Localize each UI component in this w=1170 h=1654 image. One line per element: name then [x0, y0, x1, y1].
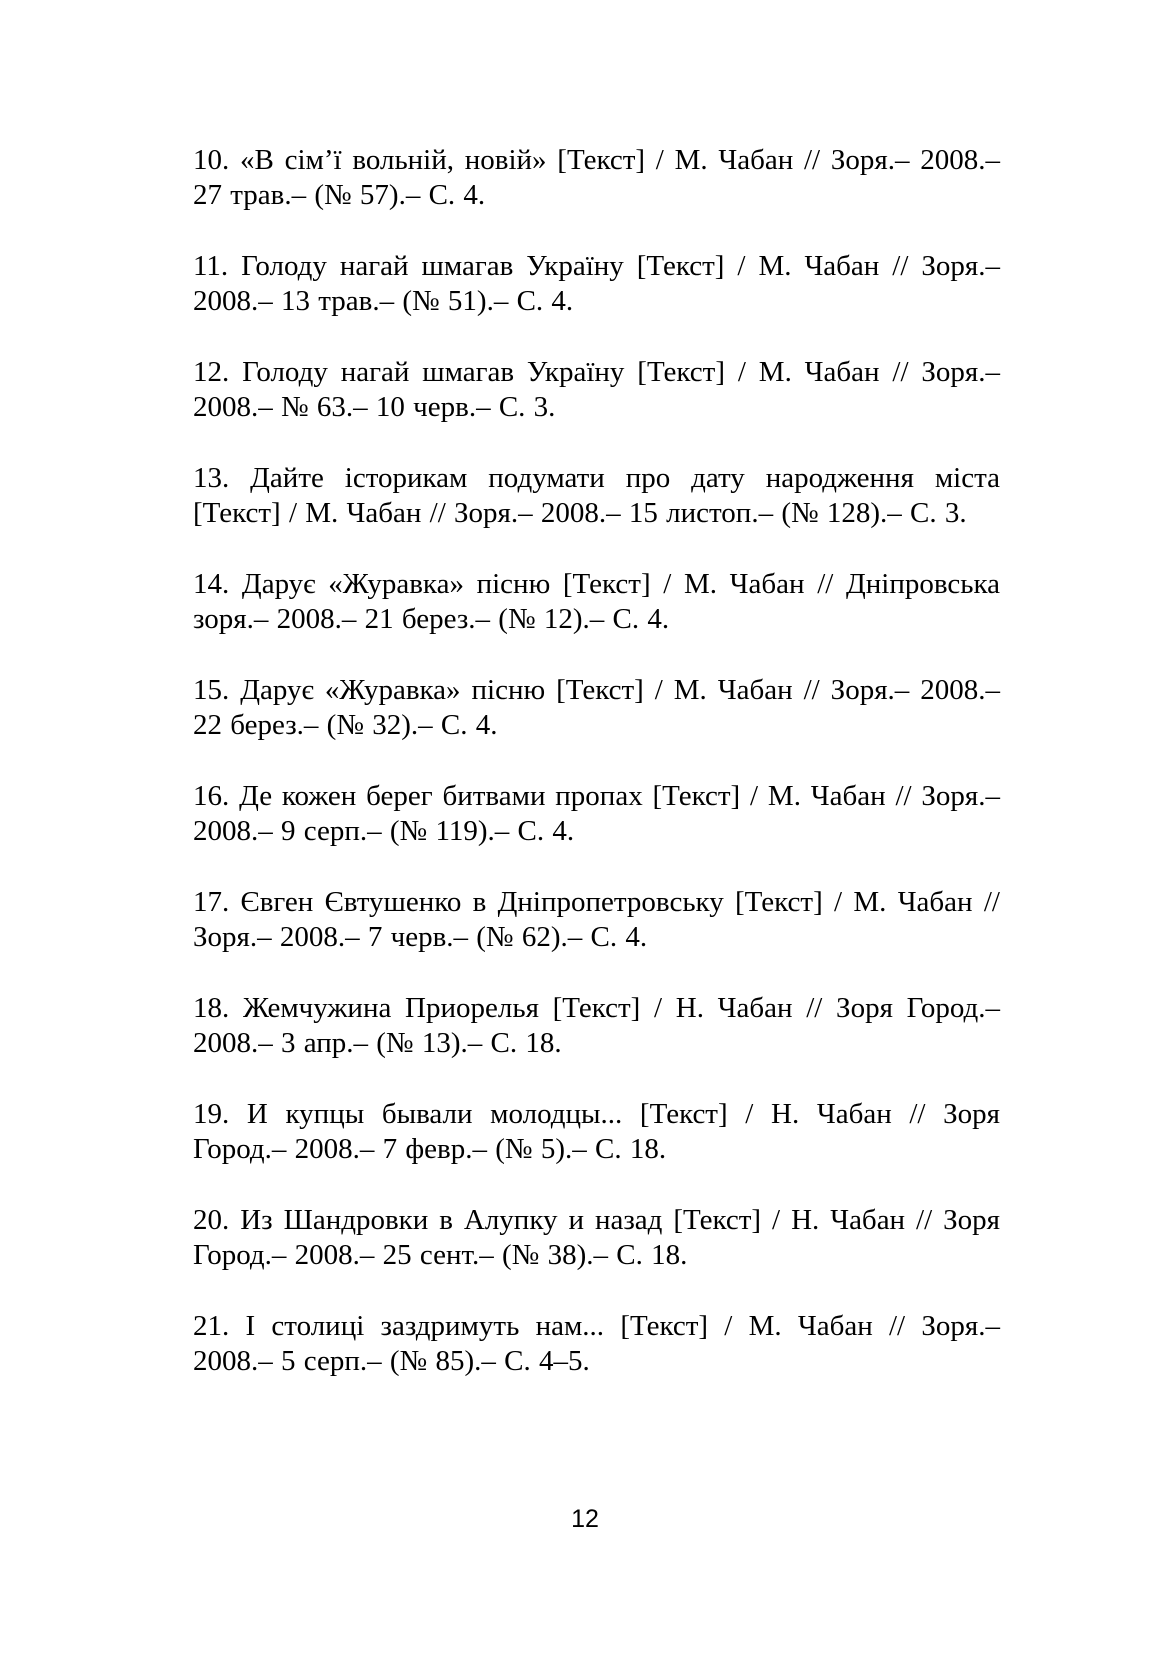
bibliography-entry-10: 10. «В сім’ї вольній, новій» [Текст] / М. Чабан // Зоря.– 2008.– 27 трав.– (№ 57).– С. 4. [193, 144, 1000, 211]
bibliography-list [193, 143, 1000, 1415]
bibliography-entry-16: 16. Де кожен берег битвами пропах [Текст] / М. Чабан // Зоря.– 2008.– 9 серп.– (№ 119).– С. 4. [193, 780, 1000, 847]
bibliography-entry-12: 12. Голоду нагай шмагав Україну [Текст] / М. Чабан // Зоря.– 2008.– № 63.– 10 черв.– С. 3. [193, 356, 1000, 423]
bibliography-entry-21: 21. І столиці заздримуть нам... [Текст] / М. Чабан // Зоря.– 2008.– 5 серп.– (№ 85).– С. 4–5. [193, 1310, 1000, 1377]
bibliography-entry-14: 14. Дарує «Журавка» пісню [Текст] / М. Чабан // Дніпровська зоря.– 2008.– 21 берез.– (№ 12).– С. 4. [193, 568, 1000, 635]
bibliography-entry-17: 17. Євген Євтушенко в Дніпропетровську [Текст] / М. Чабан // Зоря.– 2008.– 7 черв.– (№ 62).– С. 4. [193, 886, 1000, 953]
bibliography-entry-20: 20. Из Шандровки в Алупку и назад [Текст] / Н. Чабан // Зоря Город.– 2008.– 25 сент.– (№ 38).– С. 18. [193, 1204, 1000, 1271]
page-number: 12 [571, 1505, 599, 1533]
bibliography-entry-18: 18. Жемчужина Приорелья [Текст] / Н. Чабан // Зоря Город.– 2008.– 3 апр.– (№ 13).– С. 18. [193, 992, 1000, 1059]
bibliography-entry-19: 19. И купцы бывали молодцы... [Текст] / Н. Чабан // Зоря Город.– 2008.– 7 февр.– (№ 5).– С. 18. [193, 1098, 1000, 1165]
bibliography-entry-15: 15. Дарує «Журавка» пісню [Текст] / М. Чабан // Зоря.– 2008.– 22 берез.– (№ 32).– С. 4. [193, 674, 1000, 741]
bibliography-entry-11: 11. Голоду нагай шмагав Україну [Текст] / М. Чабан // Зоря.– 2008.– 13 трав.– (№ 51).– С. 4. [193, 250, 1000, 317]
bibliography-entry-13: 13. Дайте історикам подумати про дату народження міста [Текст] / М. Чабан // Зоря.– 2008.– 15 листоп.– (№ 128).– С. 3. [193, 462, 1000, 529]
